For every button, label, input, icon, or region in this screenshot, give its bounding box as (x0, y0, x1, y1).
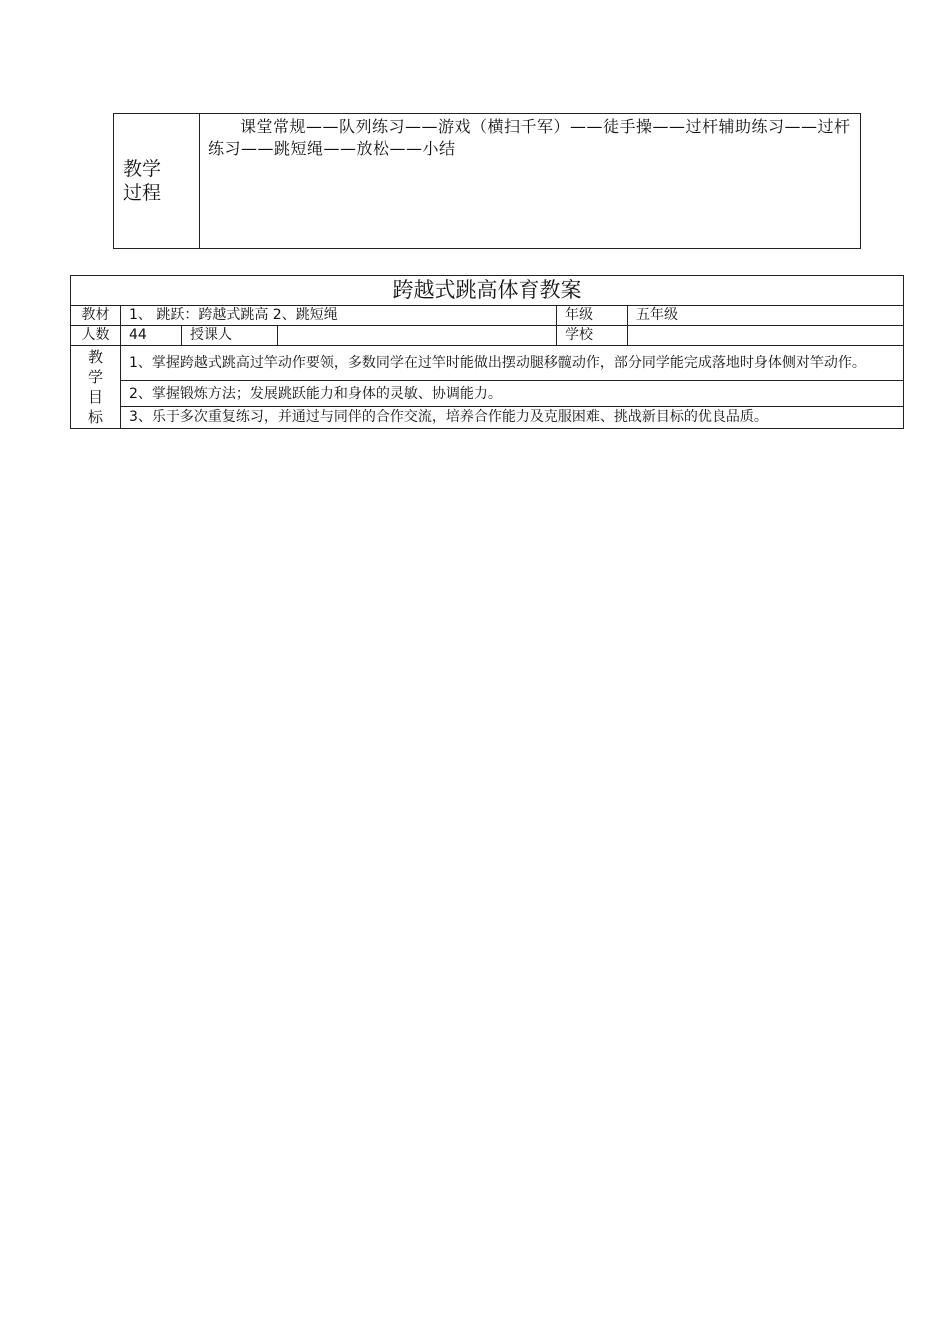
grade-value: 五年级 (628, 306, 904, 326)
teaching-goal-2: 2、掌握锻炼方法；发展跳跃能力和身体的灵敏、协调能力。 (121, 381, 904, 407)
teaching-goals-label-char: 教 (87, 348, 103, 366)
teacher-value (278, 326, 557, 346)
teaching-goals-label-char: 标 (87, 408, 103, 426)
teaching-goals-label-char: 目 (87, 388, 103, 406)
grade-label: 年级 (557, 306, 628, 326)
school-value (628, 326, 904, 346)
student-count-label: 人数 (71, 326, 121, 346)
teaching-goals-label-char: 学 (87, 368, 103, 386)
teaching-process-label-line2: 过程 (123, 182, 162, 204)
material-value: 1、 跳跃：跨越式跳高 2、跳短绳 (121, 306, 557, 326)
teaching-goal-1: 1、掌握跨越式跳高过竿动作要领，多数同学在过竿时能做出摆动腿移髋动作，部分同学能完成落地时身体侧对竿动作。 (121, 346, 904, 381)
student-count-value: 44 (121, 326, 182, 346)
material-label: 教材 (71, 306, 121, 326)
lesson-plan-title: 跨越式跳高体育教案 (71, 276, 904, 306)
teaching-process-label-line1: 教学 (123, 158, 162, 180)
teaching-process-label (114, 114, 200, 249)
teacher-label: 授课人 (182, 326, 278, 346)
school-label: 学校 (557, 326, 628, 346)
teaching-goals-label (71, 346, 121, 429)
teaching-goal-3: 3、乐于多次重复练习，并通过与同伴的合作交流，培养合作能力及克服困难、挑战新目标的优良品质。 (121, 407, 904, 429)
teaching-process-table (113, 113, 861, 249)
teaching-process-content: 课堂常规——队列练习——游戏（横扫千军）——徒手操——过杆辅助练习——过杆练习——跳短绳——放松——小结 (200, 114, 861, 249)
lesson-plan-table (70, 275, 904, 429)
